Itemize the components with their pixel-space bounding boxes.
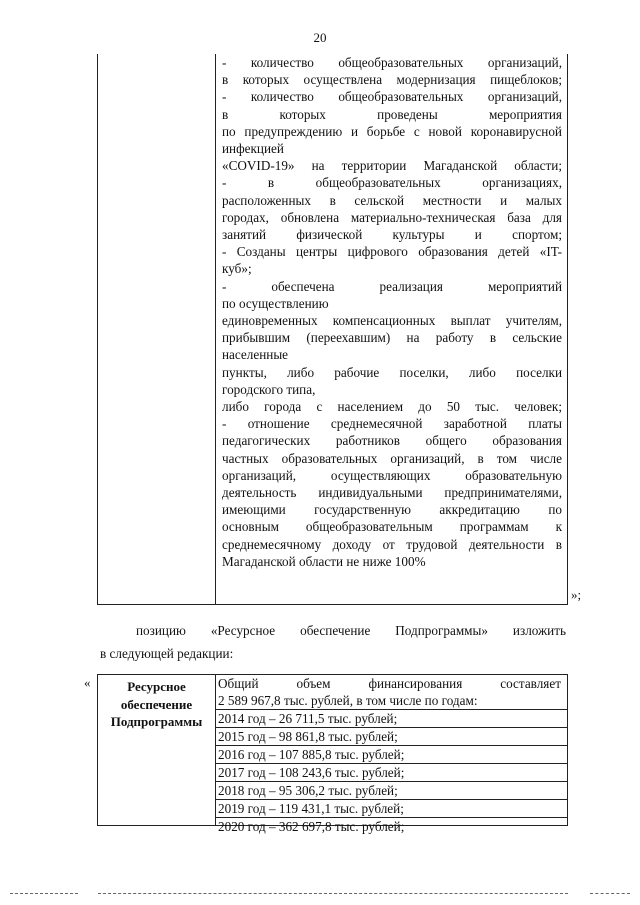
instruction-paragraph-line-2: в следующей редакции: bbox=[100, 646, 234, 661]
indicator-text-line: педагогических работников общего образования bbox=[222, 433, 562, 449]
funding-year-row: 2015 год – 98 861,8 тыс. рублей; bbox=[215, 728, 567, 746]
funding-year-row: 2020 год – 362 697,8 тыс. рублей; bbox=[218, 819, 405, 834]
funding-year-row: 2017 год – 108 243,6 тыс. рублей; bbox=[215, 764, 567, 782]
resource-header-cell bbox=[98, 678, 215, 731]
indicator-text-line: расположенных в сельской местности и малых bbox=[222, 192, 562, 208]
indicator-text-line: городах, обновлена материально-техническая база для bbox=[222, 209, 562, 225]
resource-table bbox=[97, 674, 568, 834]
funding-year-row: 2016 год – 107 885,8 тыс. рублей; bbox=[215, 746, 567, 764]
indicator-text-line: организаций, осуществляющих образовательную bbox=[222, 467, 562, 483]
opening-quote: « bbox=[84, 675, 91, 690]
footer-rule bbox=[98, 893, 568, 894]
indicators-table bbox=[97, 54, 568, 605]
indicator-text-line: по осуществлению bbox=[222, 295, 329, 311]
funding-total-line: 2 589 967,8 тыс. рублей, в том числе по годам: bbox=[215, 692, 567, 710]
indicator-text-line: - отношение среднемесячной заработной платы bbox=[222, 416, 562, 432]
footer-rule bbox=[10, 893, 78, 894]
indicator-text-line: прибывшим (переехавшим) на работу в сельские bbox=[222, 330, 562, 346]
indicator-text-line: либо города с населением до 50 тыс. человек; bbox=[222, 399, 562, 415]
resource-header-line: обеспечение bbox=[120, 696, 193, 712]
footer-rule bbox=[590, 893, 630, 894]
funding-year-row: 2019 год – 119 431,1 тыс. рублей; bbox=[215, 800, 567, 818]
indicator-text-line: в которых осуществлена модернизация пищеблоков; bbox=[222, 72, 562, 88]
resource-header-line: Ресурсное bbox=[127, 679, 186, 694]
page-number: 20 bbox=[313, 30, 327, 45]
indicator-text-line: - Созданы центры цифрового образования детей «IT- bbox=[222, 244, 562, 260]
indicator-text-line: городского типа, bbox=[222, 381, 316, 397]
indicator-text-line: в которых проведены мероприятия bbox=[222, 106, 562, 122]
indicator-text-line: куб»; bbox=[222, 261, 252, 277]
indicator-text-line: среднемесячному доходу от трудовой деятельности в bbox=[222, 536, 562, 552]
indicator-text-line: населенные bbox=[222, 347, 289, 363]
indicator-text-line: - количество общеобразовательных организаций, bbox=[222, 89, 562, 105]
indicator-text-line: - в общеобразовательных организациях, bbox=[222, 175, 562, 191]
instruction-paragraph-line-1: позицию «Ресурсное обеспечение Подпрограммы» изложить bbox=[136, 623, 566, 638]
indicator-text-line: пункты, либо рабочие поселки, либо поселки bbox=[222, 364, 562, 380]
indicator-text-line: по предупреждению и борьбе с новой коронавирусной bbox=[222, 123, 562, 139]
indicator-text-line: инфекцией bbox=[222, 141, 284, 157]
indicator-text-line: имеющими государственную аккредитацию по bbox=[222, 502, 562, 518]
funding-year-row: 2014 год – 26 711,5 тыс. рублей; bbox=[215, 710, 567, 728]
column-divider bbox=[215, 54, 216, 604]
indicator-text-line: - обеспечена реализация мероприятий bbox=[222, 278, 562, 294]
indicators-cell bbox=[222, 54, 562, 570]
resource-header-line: Подпрограммы bbox=[110, 714, 203, 729]
indicator-text-line: частных образовательных организаций, в том числе bbox=[222, 450, 562, 466]
indicator-text-line: занятий физической культуры и спортом; bbox=[222, 227, 562, 243]
resource-values-cell bbox=[215, 675, 567, 835]
funding-total-line: Общий объем финансирования составляет bbox=[218, 676, 561, 691]
indicator-text-line: деятельность индивидуальными предпринимателями, bbox=[222, 485, 562, 501]
indicator-text-line: основным общеобразовательным программам к bbox=[222, 519, 562, 535]
indicator-text-line: единовременных компенсационных выплат учителям, bbox=[222, 313, 562, 329]
indicator-text-line: - количество общеобразовательных организаций, bbox=[222, 55, 562, 70]
funding-year-row: 2018 год – 95 306,2 тыс. рублей; bbox=[215, 782, 567, 800]
indicator-text-line: «COVID-19» на территории Магаданской области; bbox=[222, 158, 562, 174]
indicator-text-line: Магаданской области не ниже 100% bbox=[222, 553, 426, 569]
closing-quote: »; bbox=[571, 587, 582, 602]
